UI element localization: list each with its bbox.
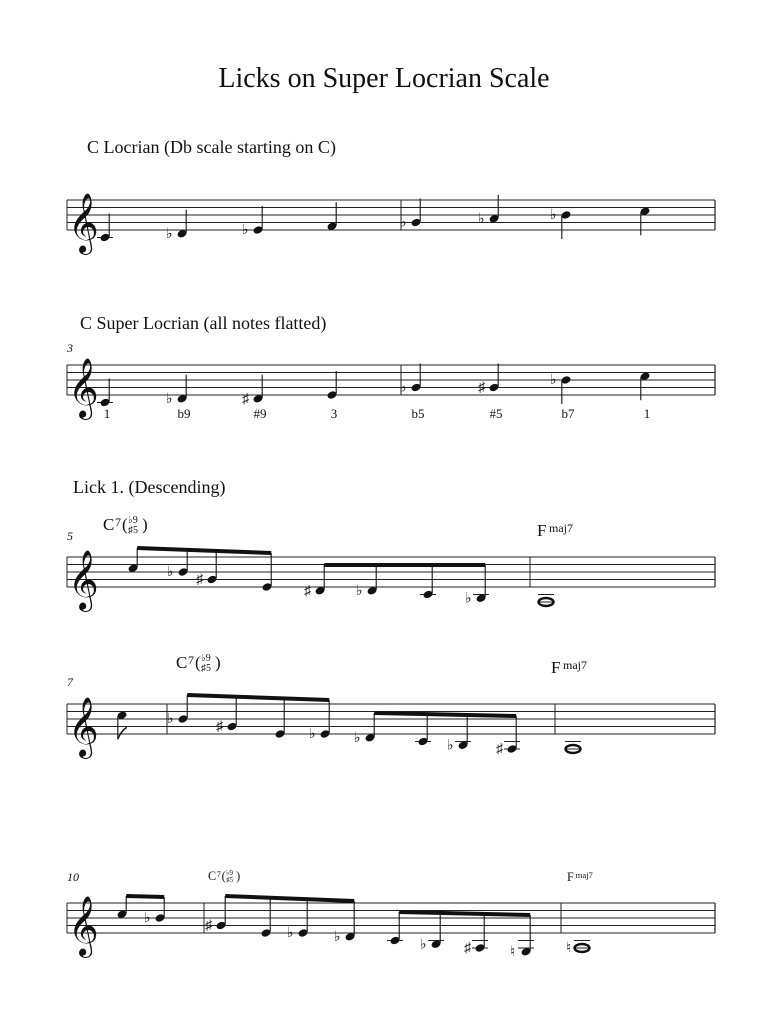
flat-icon: ♭ [550, 373, 557, 388]
flat-icon: ♭ [354, 730, 361, 746]
treble-clef-icon: 𝄞 [68, 195, 99, 252]
note-flag [118, 727, 127, 739]
section-2-heading: C Super Locrian (all notes flatted) [80, 313, 327, 333]
staff-system-5 [67, 869, 715, 960]
measure-number: 5 [67, 529, 73, 543]
sharp-icon: ♯ [496, 742, 503, 757]
chord-root: F [551, 658, 561, 677]
flat-icon: ♭ [167, 712, 174, 727]
scale-degree-label: #5 [489, 406, 503, 421]
chord-extension: 7 [115, 515, 121, 529]
sharp-icon: ♯ [242, 391, 249, 407]
scale-degree-label: 1 [643, 406, 651, 421]
flat-icon: ♭ [166, 226, 173, 242]
flat-icon: ♭ [144, 911, 151, 926]
natural-icon: ♮ [510, 944, 516, 960]
chord-paren: ( [221, 869, 226, 883]
chord-alteration: ♯5 [226, 876, 234, 885]
flat-icon: ♭ [420, 937, 427, 953]
chord-extension: 7 [216, 869, 221, 880]
page-title: Licks on Super Locrian Scale [218, 63, 550, 94]
chord-root: C [176, 653, 188, 672]
sharp-icon: ♯ [478, 380, 485, 396]
chord-root: C [208, 869, 217, 883]
measure-number: 10 [67, 870, 79, 884]
chord-paren: ( [195, 653, 201, 672]
scale-degree-label: 1 [103, 406, 111, 421]
chord-alteration: ♯5 [201, 663, 211, 674]
treble-clef-icon: 𝄞 [68, 699, 99, 756]
staff-system-3 [67, 515, 715, 612]
flat-icon: ♭ [478, 211, 485, 227]
flat-icon: ♭ [287, 926, 294, 941]
chord-paren: ) [236, 869, 241, 883]
scale-degree-label: b7 [561, 406, 575, 421]
staff-system-4 [67, 653, 715, 759]
note-beam [126, 896, 164, 897]
chord-paren: ( [122, 515, 128, 534]
flat-icon: ♭ [400, 380, 407, 396]
chord-root: F [537, 521, 547, 540]
measure-number: 7 [67, 675, 73, 689]
sharp-icon: ♯ [196, 572, 203, 588]
note-beam [187, 695, 329, 700]
scale-degree-label: b5 [411, 406, 425, 421]
measure-number: 3 [67, 341, 73, 355]
scale-degree-label: 3 [330, 406, 338, 421]
flat-icon: ♭ [242, 223, 249, 238]
note-beam [137, 548, 271, 553]
flat-icon: ♭ [400, 215, 407, 231]
chord-alteration: ♭9 [128, 515, 138, 526]
section-1-heading: C Locrian (Db scale starting on C) [87, 137, 336, 157]
chord-extension: maj7 [575, 870, 593, 881]
staff-system-2 [67, 358, 715, 421]
flat-icon: ♭ [447, 738, 454, 754]
flat-icon: ♭ [167, 565, 174, 580]
flat-icon: ♭ [166, 391, 173, 407]
note-beam [374, 713, 516, 716]
chord-paren: ) [142, 515, 148, 534]
chord-extension: maj7 [563, 658, 587, 672]
flat-icon: ♭ [550, 208, 557, 223]
chord-paren: ) [215, 653, 221, 672]
flat-icon: ♭ [334, 929, 341, 945]
chord-alteration: ♭9 [226, 868, 233, 877]
flat-icon: ♭ [356, 583, 363, 599]
chord-alteration: ♯5 [128, 525, 138, 536]
scale-degree-label: b9 [177, 406, 191, 421]
scale-degree-label: #9 [253, 406, 267, 421]
note-beam [399, 912, 530, 915]
treble-clef-icon: 𝄞 [68, 552, 99, 609]
treble-clef-icon: 𝄞 [68, 360, 99, 417]
chord-root: C [103, 515, 115, 534]
sharp-icon: ♯ [216, 719, 223, 735]
chord-extension: 7 [188, 653, 194, 667]
section-3-heading: Lick 1. (Descending) [73, 477, 226, 497]
treble-clef-icon: 𝄞 [68, 898, 99, 955]
natural-icon: ♮ [566, 941, 572, 956]
chord-extension: maj7 [549, 521, 573, 535]
staff-system-1 [67, 193, 715, 255]
chord-root: F [567, 870, 574, 884]
sharp-icon: ♯ [304, 583, 311, 599]
flat-icon: ♭ [309, 727, 316, 742]
flat-icon: ♭ [465, 591, 472, 607]
sharp-icon: ♯ [205, 918, 212, 934]
chord-alteration: ♭9 [201, 653, 211, 664]
note-beam [225, 896, 354, 901]
sharp-icon: ♯ [464, 941, 471, 956]
